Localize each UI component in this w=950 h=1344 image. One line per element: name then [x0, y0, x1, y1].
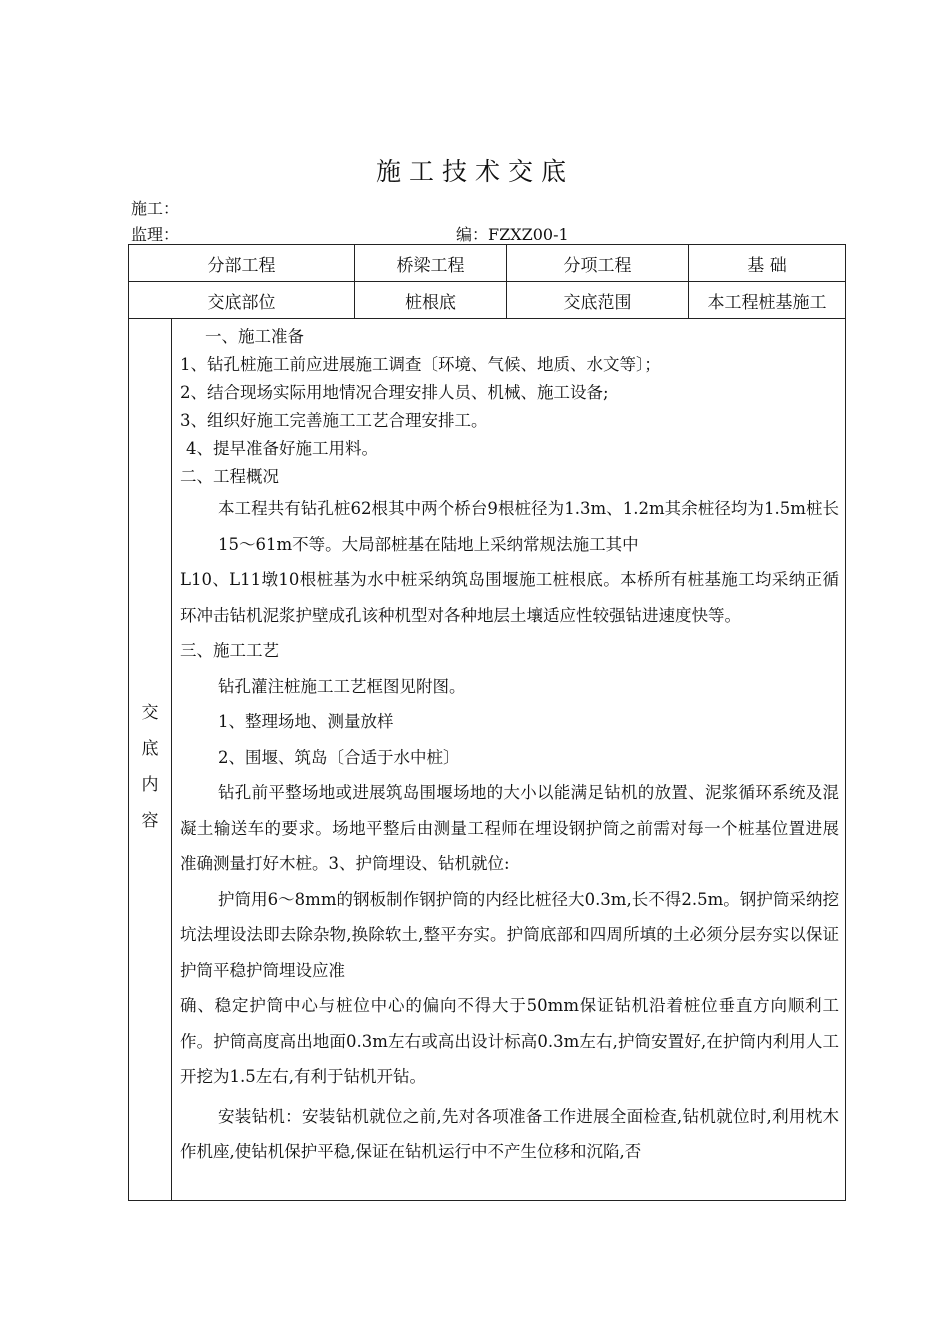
- side-char-1: 交: [141, 703, 159, 723]
- supervision-field: [131, 222, 569, 245]
- section-heading-1: 一、施工准备: [205, 327, 304, 346]
- disclosure-part-value: 桩根底: [355, 282, 507, 319]
- item-project-value: 基 础: [689, 245, 846, 282]
- section-heading-3: 三、施工工艺: [180, 641, 279, 660]
- disclosure-scope-value: 本工程桩基施工: [689, 282, 846, 319]
- table-row-2: [129, 282, 846, 319]
- sub-project-label: 分部工程: [129, 245, 355, 282]
- table-row-1: [129, 245, 846, 282]
- side-char-2: 底: [141, 739, 159, 759]
- disclosure-scope-label: 交底范围: [507, 282, 689, 319]
- process-paragraph-2: 护筒用6～8mm的钢板制作钢护筒的内经比桩径大0.3m,长不得2.5m。钢护筒采纳挖坑法埋设法即去除杂物,换除软土,整平夯实。护筒底部和四周所填的土必须分层夯实以保证护筒平稳护筒埋设应准: [180, 889, 839, 980]
- process-paragraph-4: 安装钻机：安装钻机就位之前,先对各项准备工作进展全面检查,钻机就位时,利用枕木作机座,使钻机保护平稳,保证在钻机运行中不产生位移和沉陷,否: [180, 1106, 839, 1161]
- supervision-label: 监理：: [131, 225, 180, 244]
- section-heading-2: 二、工程概况: [180, 467, 279, 486]
- process-step-1: 1、整理场地、测量放样: [218, 712, 394, 731]
- content-side-label: [129, 319, 172, 1201]
- document-code: 编：FZXZ00-1: [456, 225, 569, 244]
- process-intro: 钻孔灌注桩施工工艺框图见附图。: [218, 676, 466, 696]
- side-char-3: 内: [141, 775, 159, 795]
- process-paragraph-1: 钻孔前平整场地或进展筑岛围堰场地的大小以能满足钻机的放置、泥浆循环系统及混凝土输送车的要求。场地平整后由测量工程师在埋设钢护筒之前需对每一个桩基位置进展准确测量打好木桩。3、护筒埋设、钻机就位:: [180, 783, 839, 873]
- disclosure-table: [128, 244, 846, 1201]
- prep-item-4: 4、提早准备好施工用料。: [186, 439, 378, 458]
- item-project-label: 分项工程: [507, 245, 689, 282]
- prep-item-3: 3、组织好施工完善施工工艺合理安排工。: [180, 411, 488, 430]
- disclosure-content: [172, 319, 846, 1201]
- document-title: 施工技术交底: [375, 157, 574, 186]
- process-step-2: 2、围堰、筑岛〔合适于水中桩〕: [218, 747, 460, 767]
- prep-item-2: 2、结合现场实际用地情况合理安排人员、机械、施工设备;: [180, 383, 609, 402]
- construction-label: 施工：: [131, 199, 180, 218]
- prep-item-1: 1、钻孔桩施工前应进展施工调查〔环境、气候、地质、水文等〕；: [180, 355, 661, 374]
- sub-project-value: 桥梁工程: [355, 245, 507, 282]
- side-char-4: 容: [141, 811, 159, 831]
- overview-paragraph-1: 本工程共有钻孔桩62根其中两个桥台9根桩径为1.3m、1.2m其余桩径均为1.5m桩长15～61m不等。大局部桩基在陆地上采纳常规法施工其中: [218, 499, 839, 554]
- construction-field: [131, 196, 179, 219]
- overview-paragraph-2: L10、L11墩10根桩基为水中桩采纳筑岛围堰施工桩根底。本桥所有桩基施工均采纳正循环冲击钻机泥浆护壁成孔该种机型对各种地层土壤适应性较强钻进速度快等。: [180, 570, 839, 625]
- table-row-content: [129, 319, 846, 1201]
- disclosure-part-label: 交底部位: [129, 282, 355, 319]
- process-paragraph-3: 确、稳定护筒中心与桩位中心的偏向不得大于50mm保证钻机沿着桩位垂直方向顺利工作。护筒高度高出地面0.3m左右或高出设计标高0.3m左右,护筒安置好,在护筒内利用人工开挖为1.5左右,有利于钻机开钻。: [180, 996, 839, 1086]
